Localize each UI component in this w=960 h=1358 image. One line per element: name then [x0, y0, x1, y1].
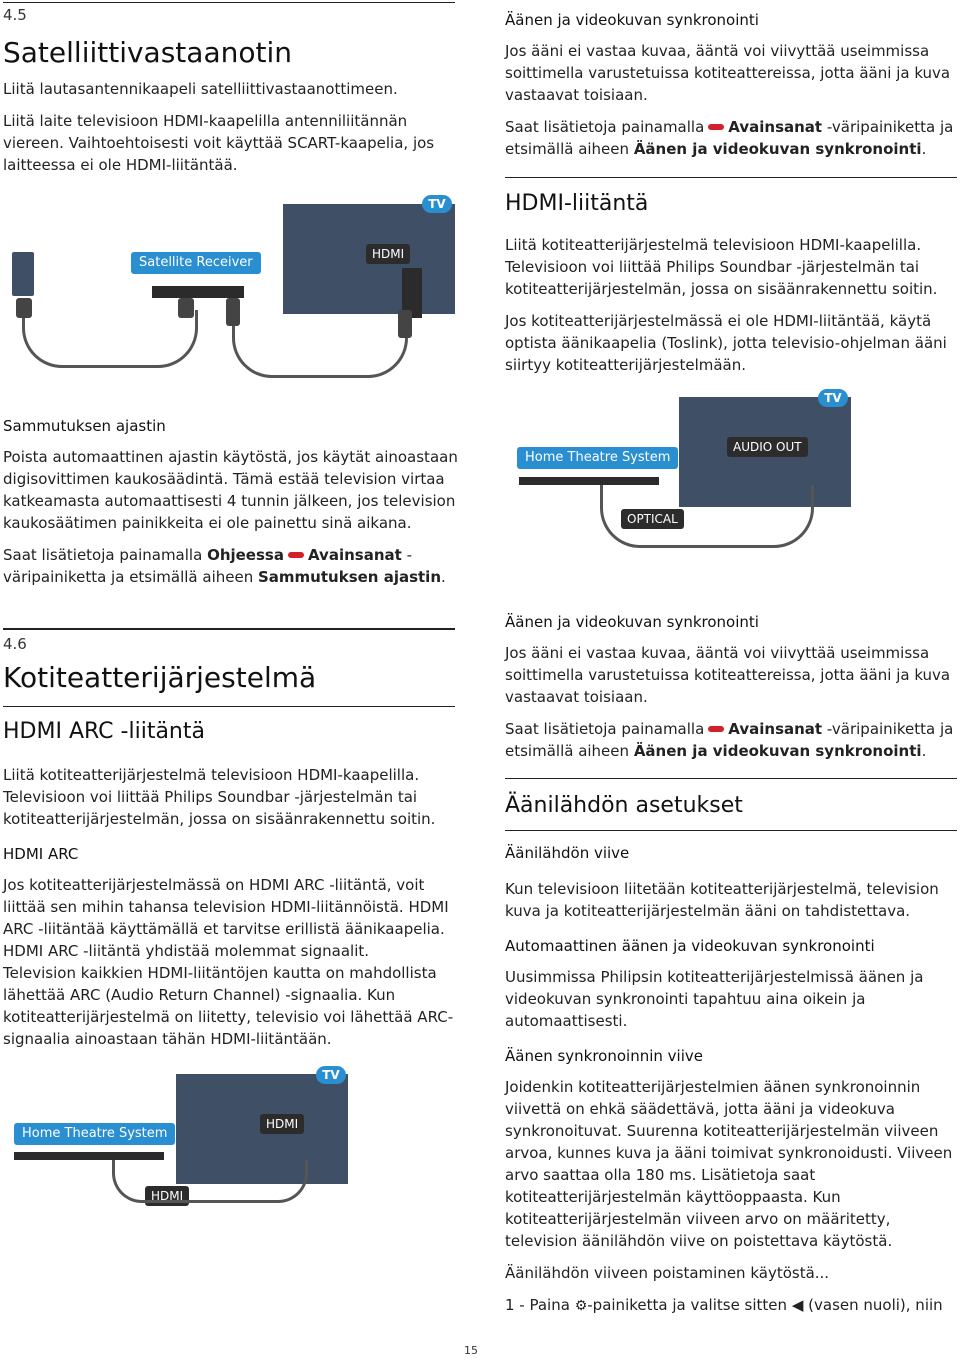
home-theatre-label: Home Theatre System: [14, 1123, 175, 1145]
keyword-link: Avainsanat: [728, 720, 823, 738]
text: .: [441, 568, 446, 586]
left-column-bottom: [3, 635, 458, 695]
paragraph: Jos ääni ei vastaa kuvaa, ääntä voi viivyttää useimmissa soittimella varustetuissa kotiteattereissa, jotta ääni ja kuva vastaavat toisiaan.: [505, 644, 951, 706]
hdmi-connection-block: [505, 190, 957, 376]
bold-text: Ohjeessa: [207, 546, 284, 564]
paragraph: Jos kotiteatterijärjestelmässä on HDMI ARC -liitäntä, voit liittää sen mihin tahansa television HDMI-liitännöistä. HDMI ARC -liitäntää käyttämällä et tarvitse erillistä äänikaapelia. HDMI ARC -liitäntä yhdistää molemmat signaalit.: [3, 876, 449, 960]
section-title: Satelliittivastaanotin: [3, 36, 292, 69]
tv-tag: TV: [818, 389, 848, 407]
sync-heading: Äänen ja videokuvan synkronointi: [505, 613, 759, 631]
paragraph: Äänilähdön viiveen poistaminen käytöstä...: [505, 1264, 830, 1282]
right-column-top: [505, 10, 957, 160]
text: (vasen nuoli), niin: [808, 1296, 943, 1314]
optical-diagram: [505, 385, 865, 585]
delay-heading: Äänilähdön viive: [505, 844, 630, 862]
text: .: [921, 140, 927, 158]
right-column-bottom: [505, 612, 957, 762]
more-info-paragraph: [505, 718, 957, 762]
hdmi-port-label: HDMI: [260, 1114, 304, 1134]
paragraph: Liitä kotiteatterijärjestelmä televisioon HDMI-kaapelilla. Televisioon voi liittää Philips Soundbar -järjestelmän tai kotiteatterijärjestelmän, jossa on sisäänrakennettu soitin.: [505, 236, 938, 298]
section-number: 4.6: [3, 635, 27, 653]
page-number: 15: [464, 1344, 478, 1357]
paragraph: Jos ääni ei vastaa kuvaa, ääntä voi viivyttää useimmissa soittimella varustetuissa kotiteattereissa, jotta ääni ja kuva vastaavat toisiaan.: [505, 42, 951, 104]
step-line: [505, 1294, 957, 1317]
text: Saat lisätietoja painamalla: [3, 546, 203, 564]
hts-hdmi-label: HDMI: [145, 1186, 189, 1206]
text: -väripainiketta ja etsimällä aiheen: [505, 720, 954, 760]
antenna-cable: [22, 310, 198, 368]
audio-out-settings-block: [505, 792, 957, 820]
text: Saat lisätietoja painamalla: [505, 118, 705, 136]
tv-tag: TV: [316, 1066, 346, 1084]
red-key-icon: [708, 726, 724, 732]
text: -painiketta ja valitse sitten: [587, 1296, 788, 1314]
satellite-dish-icon: [12, 252, 34, 296]
topic-name: Äänen ja videokuvan synkronointi: [633, 140, 922, 158]
paragraph: Liitä lautasantennikaapeli satelliittivastaanottimeen.: [3, 80, 398, 98]
tv-tag: TV: [422, 195, 452, 213]
audio-out-label: AUDIO OUT: [727, 437, 808, 457]
text: -väripainiketta ja etsimällä aiheen: [3, 546, 412, 586]
home-theatre-hdmi-diagram: [0, 1060, 360, 1220]
plug: [16, 298, 32, 318]
plug: [226, 298, 240, 326]
gear-icon: ⚙: [574, 1298, 588, 1314]
optical-cable: [600, 485, 814, 548]
hdmi-arc-block: [3, 718, 458, 1050]
keyword-link: Avainsanat: [728, 118, 823, 136]
paragraph: Uusimmissa Philipsin kotiteatterijärjestelmissä äänen ja videokuvan synkronointi tapahtuu aina oikein ja automaattisesti.: [505, 968, 924, 1030]
paragraph: Liitä laite televisioon HDMI-kaapelilla antenniliitännän viereen. Vaihtoehtoisesti voit käyttää SCART-kaapelia, jos laitteessa ei ole HDMI-liitäntää.: [3, 112, 435, 174]
section-title: Kotiteatterijärjestelmä: [3, 661, 317, 694]
hdmi-cable: [112, 1160, 308, 1203]
text: 1 - Paina: [505, 1296, 570, 1314]
paragraph: Poista automaattinen ajastin käytöstä, jos käytät ainoastaan digisovittimen kaukosäädintä. Tämä estää television virtaa katkeamasta automaattisesti 4 tunnin jälkeen, jos television kaukosäätimen painikkeita ei ole painettu sinä aikana.: [3, 448, 458, 532]
home-theatre-bar: [14, 1152, 164, 1160]
plug: [398, 310, 412, 338]
audio-out-details: [505, 843, 957, 1317]
paragraph: Joidenkin kotiteatterijärjestelmien äänen synkronoinnin viivettä on ehkä säädettävä, jotta ääni ja videokuva synkronoituvat. Suurenna kotiteatterijärjestelmän viiveen arvoa, kunnes kuva ja ääni toimivat synkronoidusti. Viiveen arvo saattaa olla 180 ms. Lisätietoja saat kotiteatterijärjestelmän käyttöoppaasta. Kun kotiteatterijärjestelmän viiveen arvo on määritetty, television äänilähdön viive on poistettava käytöstä.: [505, 1078, 953, 1250]
subsection-title: HDMI ARC -liitäntä: [3, 719, 205, 744]
paragraph: Television kaikkien HDMI-liitäntöjen kautta on mahdollista lähettää ARC (Audio Return Channel) -signaalia. Kun kotiteatterijärjestelmä on liitetty, televisio voi lähettää ARC-signaalia ainoastaan tähän HDMI-liitäntään.: [3, 964, 454, 1048]
home-theatre-label: Home Theatre System: [517, 447, 678, 469]
home-theatre-bar: [519, 477, 659, 485]
red-key-icon: [708, 124, 724, 130]
paragraph: Kun televisioon liitetään kotiteatterijärjestelmä, television kuva ja kotiteatterijärjestelmän ääni on tahdistettava.: [505, 880, 939, 920]
more-info-paragraph: [505, 116, 957, 160]
subsection-title: HDMI-liitäntä: [505, 191, 649, 216]
text: -väripainiketta ja etsimällä aiheen: [505, 118, 954, 158]
subsection-title: Äänilähdön asetukset: [505, 793, 743, 818]
plug: [178, 298, 194, 318]
topic-name: Sammutuksen ajastin: [258, 568, 441, 586]
left-arrow-icon: ◀: [791, 1296, 804, 1314]
sleep-timer-block: [3, 416, 458, 588]
paragraph: Liitä kotiteatterijärjestelmä televisioon HDMI-kaapelilla. Televisioon voi liittää Philips Soundbar -järjestelmän tai kotiteatterijärjestelmän, jossa on sisäänrakennettu soitin.: [3, 766, 436, 828]
paragraph: Jos kotiteatterijärjestelmässä ei ole HDMI-liitäntää, käytä optista äänikaapelia (Toslink), jotta televisio-ohjelman ääni siirtyy kotiteatterijärjestelmään.: [505, 312, 947, 374]
sleep-timer-heading: Sammutuksen ajastin: [3, 417, 166, 435]
topic-name: Äänen ja videokuvan synkronointi: [633, 742, 922, 760]
section-number: 4.5: [3, 6, 27, 24]
hdmi-cable: [232, 310, 408, 378]
receiver-bar: [152, 286, 244, 298]
sync-heading: Äänen ja videokuvan synkronointi: [505, 11, 759, 29]
red-key-icon: [288, 552, 304, 558]
auto-sync-heading: Automaattinen äänen ja videokuvan synkronointi: [505, 937, 875, 955]
satellite-diagram: [0, 190, 460, 390]
hdmi-port-label: HDMI: [366, 244, 410, 264]
offset-heading: Äänen synkronoinnin viive: [505, 1047, 703, 1065]
more-info-paragraph: [3, 544, 458, 588]
keyword-link: Avainsanat: [307, 546, 402, 564]
text: .: [921, 742, 927, 760]
optical-cable-label: OPTICAL: [621, 509, 684, 529]
hdmi-arc-heading: HDMI ARC: [3, 845, 79, 863]
satellite-receiver-label: Satellite Receiver: [131, 252, 261, 274]
text: Saat lisätietoja painamalla: [505, 720, 705, 738]
left-column-top: [3, 6, 458, 176]
